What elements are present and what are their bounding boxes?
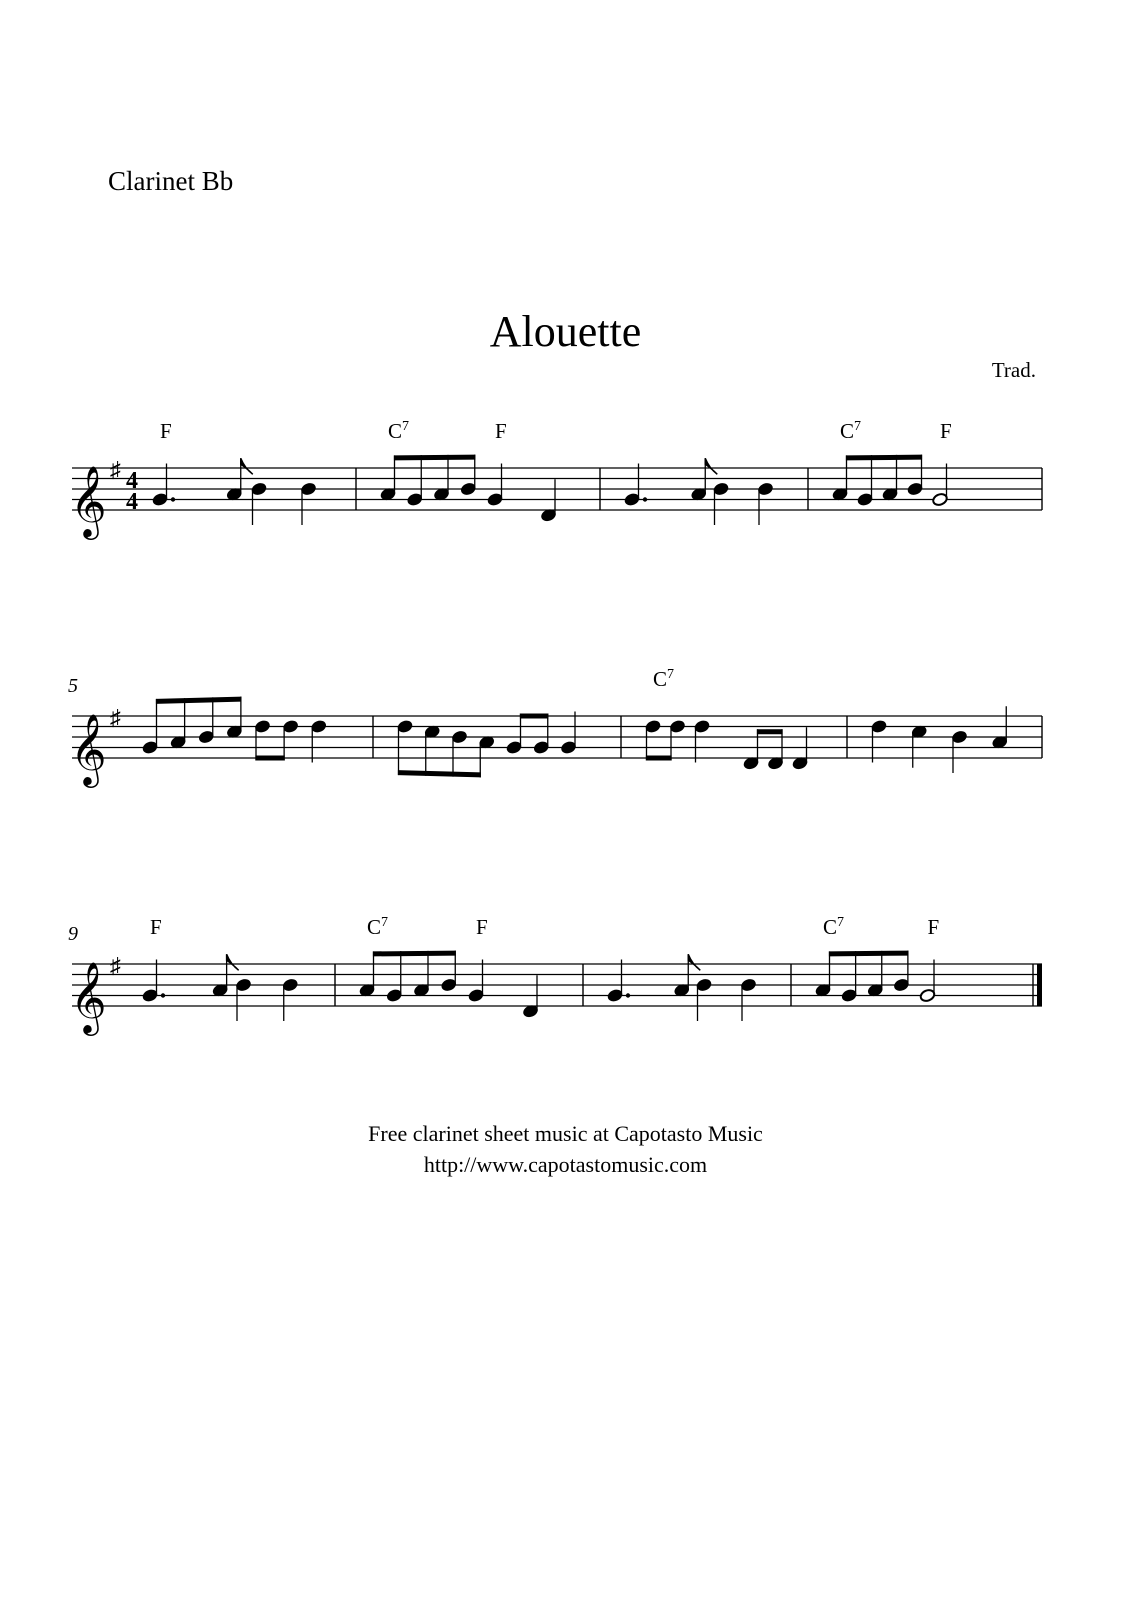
note-beam	[394, 455, 475, 461]
composer-credit: Trad.	[991, 358, 1036, 382]
time-signature-numerator: 4	[126, 468, 138, 494]
note-beam	[757, 729, 783, 734]
note-flag	[705, 458, 717, 474]
footer-link[interactable]: http://www.capotastomusic.com	[423, 1152, 708, 1177]
chord-symbol: $C^7$	[388, 419, 410, 443]
time-signature-denominator: 4	[126, 489, 138, 515]
treble-clef-icon: 𝄞	[70, 716, 107, 784]
note-beam	[255, 756, 284, 761]
key-signature-sharp-icon: ♯	[110, 953, 121, 978]
note-beam	[520, 714, 548, 719]
instrument-name: Clarinet Bb	[108, 166, 234, 196]
chord-symbol: $C^7$	[367, 915, 389, 939]
measure-number: 9	[68, 923, 78, 945]
note-beam	[156, 697, 242, 704]
augmentation-dot	[626, 993, 630, 997]
note-flag	[241, 458, 253, 474]
chord-symbol: F	[495, 419, 507, 443]
chord-symbol: $C^7$	[840, 419, 862, 443]
chord-symbol: F	[160, 419, 172, 443]
chord-symbol: F	[150, 915, 162, 939]
chord-symbol: F	[476, 915, 488, 939]
chord-symbol: $C^7$	[823, 915, 845, 939]
chord-symbol: F	[940, 419, 952, 443]
augmentation-dot	[171, 497, 175, 501]
chord-symbol: F	[927, 915, 940, 939]
augmentation-dot	[161, 993, 165, 997]
footer	[0, 1118, 1131, 1180]
note-beam	[373, 951, 456, 957]
note-flag	[227, 954, 239, 970]
measure-number: 5	[68, 675, 78, 697]
key-signature-sharp-icon: ♯	[110, 705, 121, 730]
augmentation-dot	[643, 497, 647, 501]
note-beam	[398, 770, 481, 777]
chord-symbol: $C^7$	[653, 667, 675, 691]
note-beam	[646, 756, 672, 761]
final-barline-thick	[1037, 964, 1042, 1006]
note-beam	[846, 455, 922, 461]
key-signature-sharp-icon: ♯	[110, 457, 121, 482]
treble-clef-icon: 𝄞	[70, 468, 107, 536]
note-beam	[829, 951, 909, 957]
score-title: Alouette	[489, 307, 642, 356]
note-flag	[688, 954, 700, 970]
treble-clef-icon: 𝄞	[70, 964, 107, 1032]
footer-promo-text: Free clarinet sheet music at Capotasto Music	[368, 1121, 763, 1146]
